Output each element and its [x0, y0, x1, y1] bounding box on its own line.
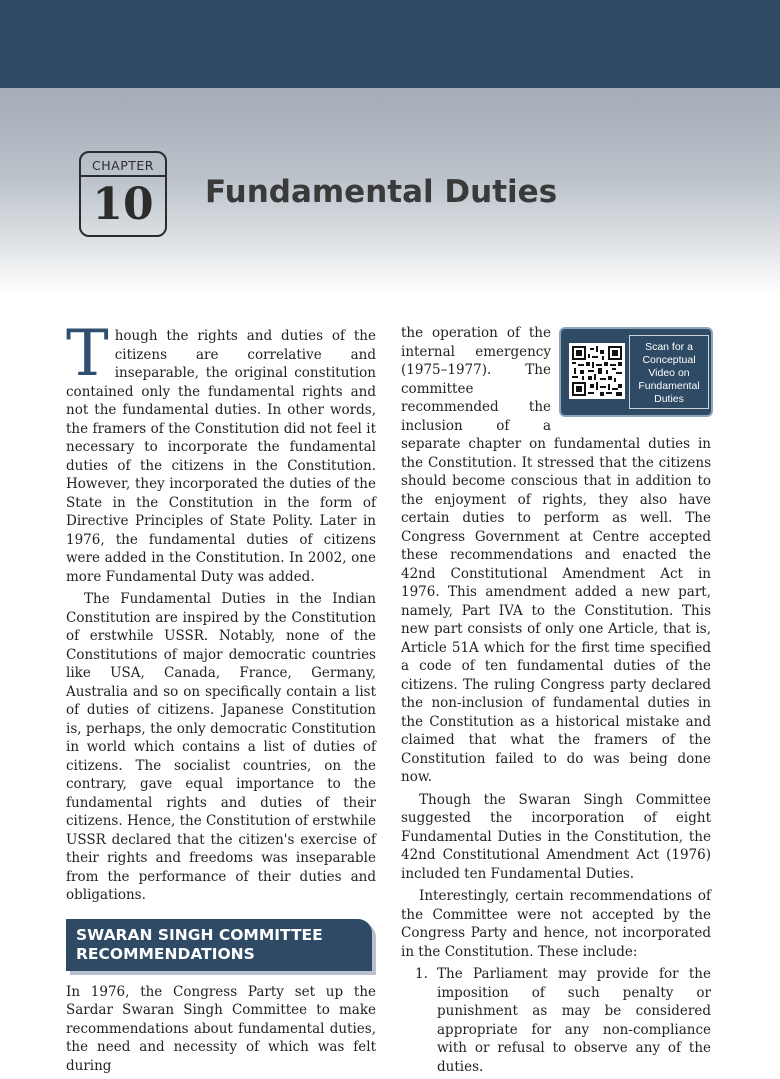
chapter-label: CHAPTER	[92, 158, 154, 173]
list-item	[401, 965, 711, 1076]
paragraph-recommendations: Interestingly, certain recommendations of the Committee were not accepted by the Congress Party and hence, not incorporated in the Constitution. These include:	[401, 888, 711, 960]
paragraph-ten-duties: Though the Swaran Singh Committee suggested the incorporation of eight Fundamental Duties in the Constitution, the 42nd Constitutional Amendment Act (1976) included ten Fundamental Duties.	[401, 791, 711, 882]
chapter-badge	[79, 151, 167, 237]
right-column	[401, 324, 711, 1076]
chapter-title: Fundamental Duties	[205, 174, 558, 210]
section-heading: SWARAN SINGH COMMITTEE RECOMMENDATIONS	[66, 919, 372, 971]
chapter-number: 10	[92, 179, 154, 230]
paragraph-ussr: The Fundamental Duties in the Indian Constitution are inspired by the Constitution of erstwhile USSR. Notably, none of the Constitutions of major democratic countries like USA, Canada, France, Germany, Australia and so on specifically contain a list of duties of citizens. Japanese Constitution is, perhaps, the only democratic Constitution in world which contains a list of duties of citizens. The socialist countries, on the contrary, gave equal importance to the fundamental rights and duties of their citizens. Hence, the Constitution of erstwhile USSR declared that the citizen's exercise of their rights and freedoms was inseparable from the performance of their duties and obligations.	[66, 591, 376, 903]
list-number: 1.	[415, 966, 428, 982]
paragraph-committee: In 1976, the Congress Party set up the Sardar Swaran Singh Committee to make recommendations about fundamental duties, the need and necessity of which was felt during	[66, 983, 376, 1074]
qr-callout[interactable]	[559, 327, 713, 417]
qr-code-icon[interactable]	[569, 343, 625, 399]
top-color-band	[0, 0, 780, 88]
intro-paragraph	[66, 317, 376, 586]
list-text: The Parliament may provide for the imposition of such penalty or punishment as may be considered appropriate for any non-compliance with or refusal to observe any of the duties.	[437, 966, 711, 1075]
intro-text: hough the rights and duties of the citizens are correlative and inseparable, the original constitution contained only the fundamental rights and not the fundamental duties. In other words, the framers of the Constitution did not feel it necessary to incorporate the fundamental duties of the citizens in the Constitution. However, they incorporated the duties of the State in the Constitution in the form of Directive Principles of State Polity. Later in 1976, the fundamental duties of citizens were added in the Constitution. In 2002, one more Fundamental Duty was added.	[66, 328, 376, 585]
drop-cap: T	[66, 317, 109, 391]
paragraph-emergency: the operation of the internal emergency (1975–1977). The committee recommended the inclusion of a separate chapter on fundamental duties in the Constitution. It stressed that the citizens should become conscious that in addition to the enjoyment of rights, they also have certain duties to perform as well. The Congress Government at Centre accepted these recommendations and enacted the 42nd Constitutional Amendment Act in 1976. This amendment added a new part, namely, Part IVA to the Constitution. This new part consists of only one Article, that is, Article 51A which for the first time specified a code of ten fundamental duties of the citizens. The ruling Congress party declared the non-inclusion of fundamental duties in the Constitution as a historical mistake and claimed that what the framers of the Constitution failed to do was being done now.	[401, 325, 711, 785]
left-column	[66, 317, 376, 1079]
qr-caption: Scan for a Conceptual Video on Fundamental Duties	[629, 335, 709, 409]
